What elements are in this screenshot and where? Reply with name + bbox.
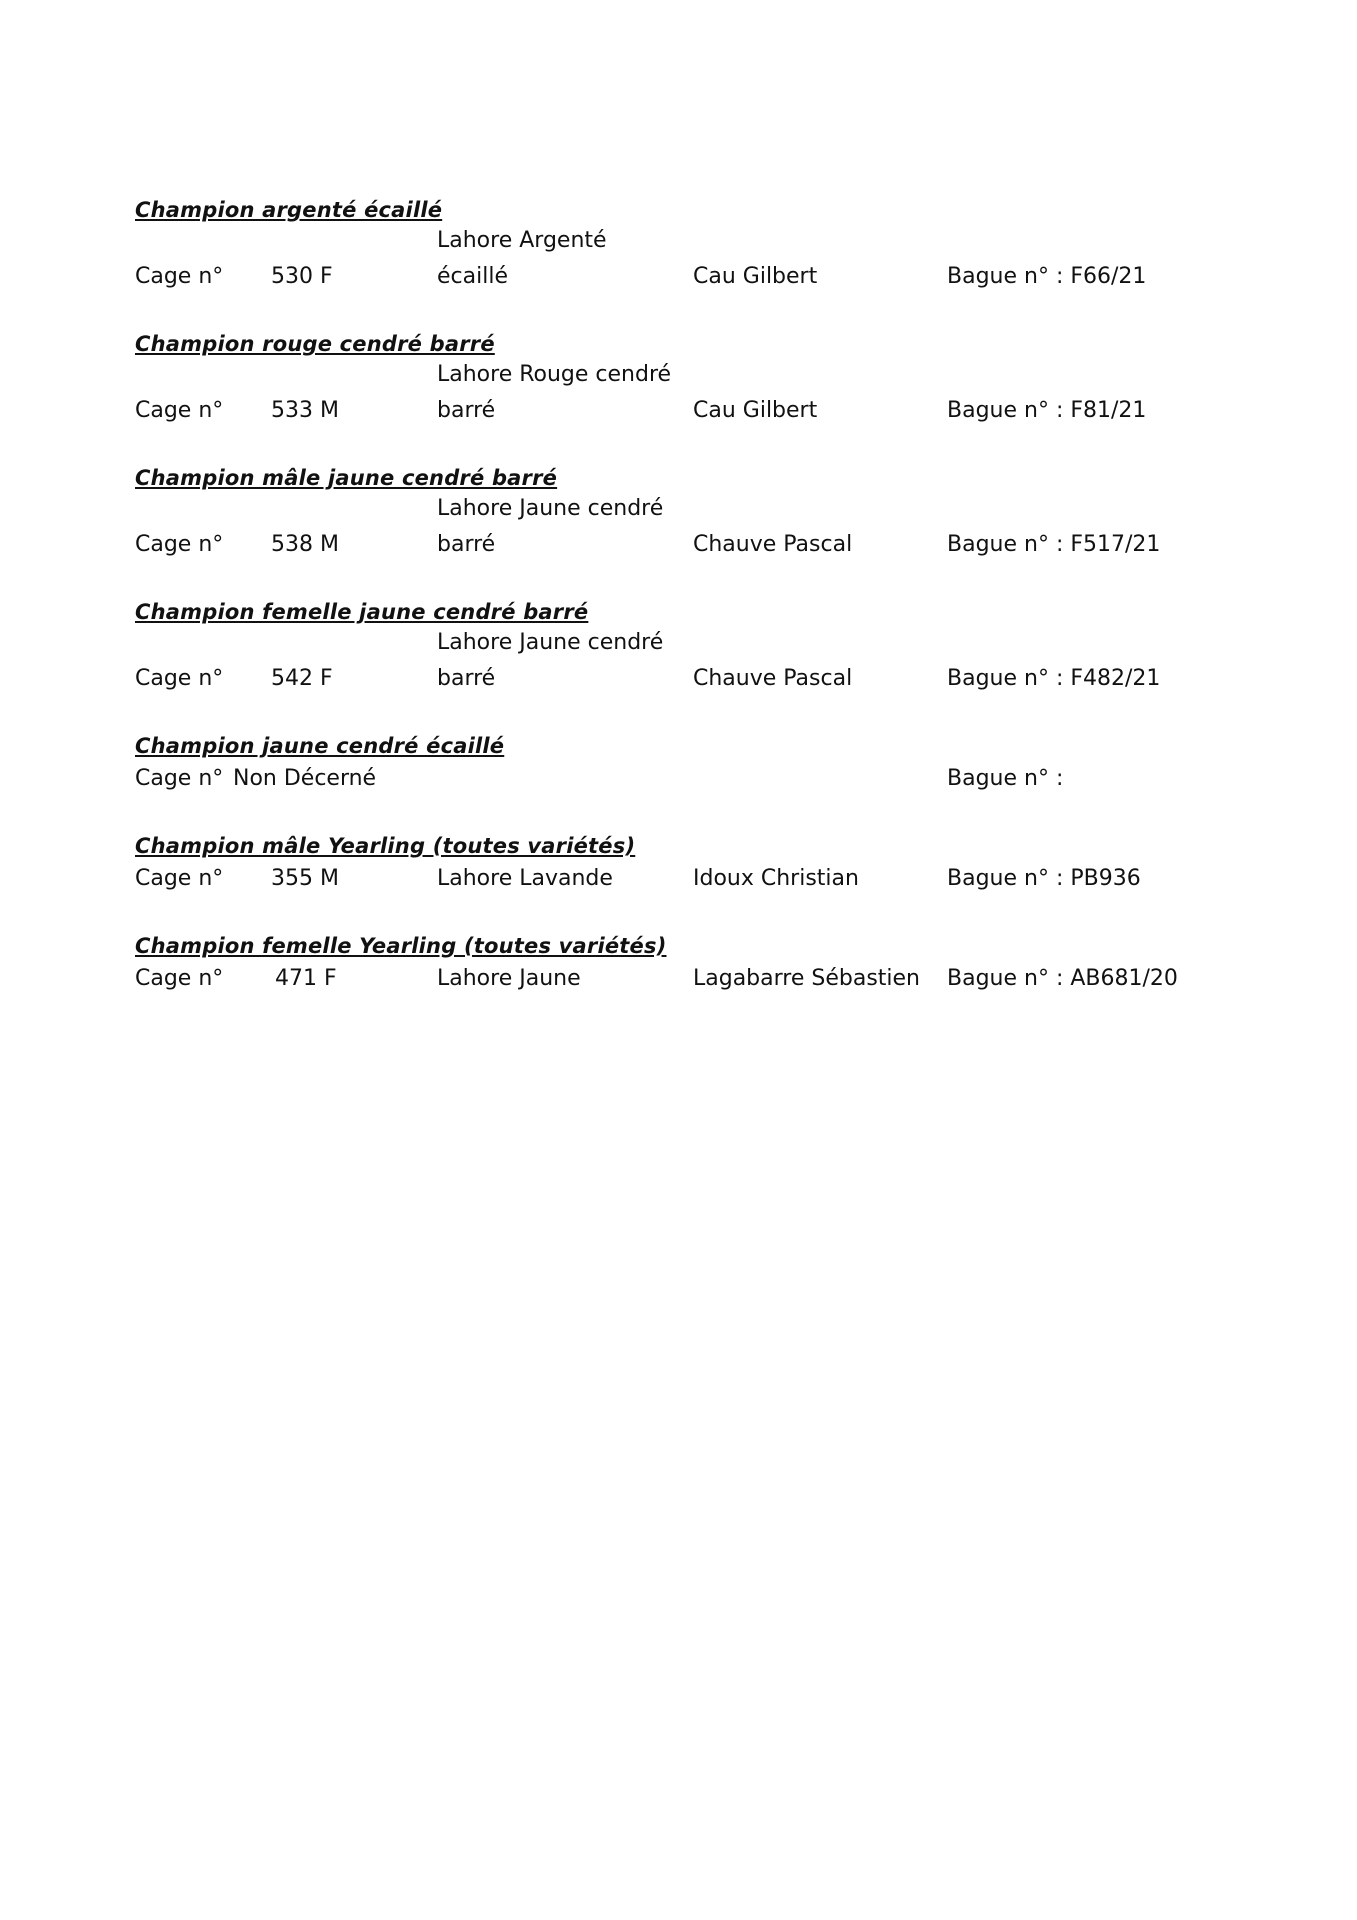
breed-line-1: Lahore Jaune cendré (437, 496, 664, 521)
cage-number: 538 M (271, 532, 339, 557)
breed-line-1: Lahore Jaune cendré (437, 630, 664, 655)
breed-line-2: barré (437, 666, 496, 691)
section-title: Champion rouge cendré barré (135, 332, 495, 356)
cage-label: Cage n° (135, 666, 224, 691)
cage-label: Cage n° (135, 398, 224, 423)
cage-label: Cage n° (135, 766, 224, 791)
cage-number: 542 F (271, 666, 333, 691)
ring-number: Bague n° : F81/21 (947, 398, 1147, 423)
breed-line-2: barré (437, 398, 496, 423)
section-title: Champion argenté écaillé (135, 198, 443, 222)
section-title: Champion jaune cendré écaillé (135, 734, 505, 758)
cage-label: Cage n° (135, 866, 224, 891)
ring-number: Bague n° : AB681/20 (947, 966, 1178, 991)
breed-line-2: barré (437, 532, 496, 557)
champion-section (135, 600, 1235, 695)
cage-number: 355 M (271, 866, 339, 891)
breed-line-1: Lahore Argenté (437, 228, 607, 253)
owner-name: Cau Gilbert (693, 264, 818, 289)
champion-section (135, 466, 1235, 561)
ring-number: Bague n° : F517/21 (947, 532, 1161, 557)
champion-section (135, 198, 1235, 293)
champion-section (135, 834, 1235, 894)
section-title: Champion femelle jaune cendré barré (135, 600, 589, 624)
breed-name: Lahore Jaune (437, 966, 581, 991)
breed-line-2: écaillé (437, 264, 508, 289)
champion-section (135, 332, 1235, 427)
owner-name: Idoux Christian (693, 866, 859, 891)
owner-name: Chauve Pascal (693, 666, 853, 691)
ring-number: Bague n° : F482/21 (947, 666, 1161, 691)
owner-name: Cau Gilbert (693, 398, 818, 423)
owner-name: Lagabarre Sébastien (693, 966, 921, 991)
breed-name: Lahore Lavande (437, 866, 613, 891)
award-status: Non Décerné (233, 766, 377, 791)
ring-number: Bague n° : (947, 766, 1064, 791)
cage-label: Cage n° (135, 966, 224, 991)
cage-label: Cage n° (135, 264, 224, 289)
owner-name: Chauve Pascal (693, 532, 853, 557)
cage-number: 471 F (275, 966, 337, 991)
cage-number: 530 F (271, 264, 333, 289)
section-title: Champion mâle jaune cendré barré (135, 466, 558, 490)
cage-number: 533 M (271, 398, 339, 423)
section-title: Champion mâle Yearling (toutes variétés) (135, 834, 636, 858)
section-title: Champion femelle Yearling (toutes variétés) (135, 934, 667, 958)
champion-section (135, 734, 1235, 794)
ring-number: Bague n° : F66/21 (947, 264, 1147, 289)
cage-label: Cage n° (135, 532, 224, 557)
breed-line-1: Lahore Rouge cendré (437, 362, 672, 387)
ring-number: Bague n° : PB936 (947, 866, 1141, 891)
champion-section (135, 934, 1235, 994)
